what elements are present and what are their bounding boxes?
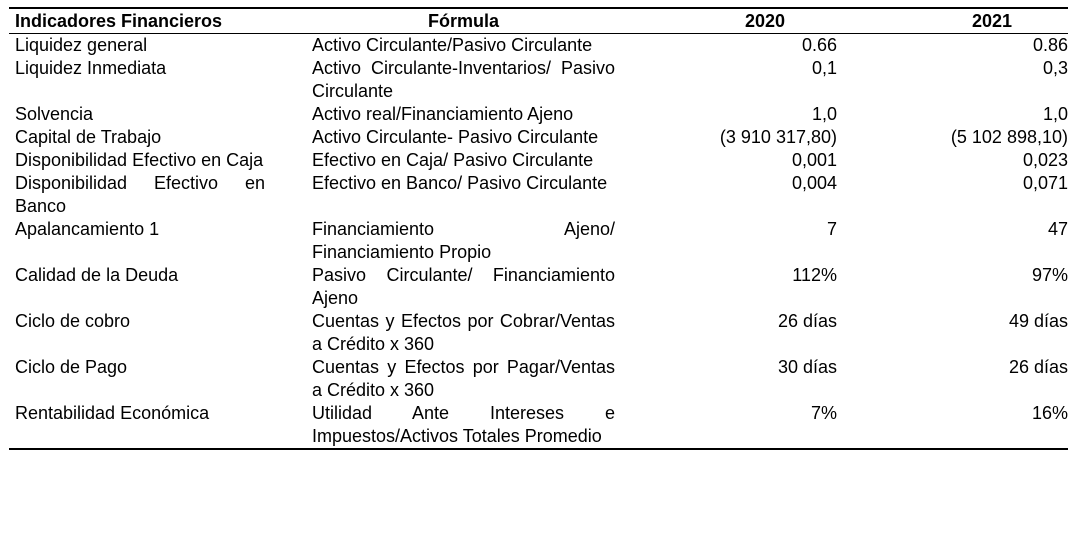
table-row [9, 356, 1068, 402]
value-2021: 0,071 [1022, 173, 1068, 193]
header-indicator: Indicadores Financieros [15, 11, 223, 31]
formula-text: Activo Circulante- Pasivo Circulante [312, 127, 599, 147]
value-2020: 30 días [777, 357, 837, 377]
formula-text: Cuentas y Efectos por Pagar/Ventas a Crédito x 360 [312, 357, 615, 400]
value-2020: 0,1 [811, 58, 837, 78]
indicator-name: Liquidez Inmediata [15, 58, 167, 78]
value-2020: 112% [792, 265, 837, 285]
value-2021: 49 días [1008, 311, 1068, 331]
value-2020: (3 910 317,80) [719, 127, 837, 147]
formula-text: Efectivo en Caja/ Pasivo Circulante [312, 150, 594, 170]
value-2021: 26 días [1008, 357, 1068, 377]
indicator-name: Apalancamiento 1 [15, 219, 160, 239]
value-2020: 0,001 [791, 150, 837, 170]
formula-text: Utilidad Ante Intereses e Impuestos/Activos Totales Promedio [312, 403, 615, 446]
value-2021: 0,3 [1042, 58, 1068, 78]
header-2020: 2020 [744, 11, 785, 31]
table-row [9, 149, 1068, 172]
indicator-name: Calidad de la Deuda [15, 265, 179, 285]
formula-text: Financiamiento Ajeno/ Financiamiento Propio [312, 219, 615, 262]
header-formula: Fórmula [427, 11, 499, 31]
value-2020: 0.66 [801, 35, 837, 55]
header-2021: 2021 [971, 11, 1012, 31]
table-row [9, 310, 1068, 356]
value-2021: 47 [1047, 219, 1068, 239]
indicator-name: Rentabilidad Económica [15, 403, 210, 423]
financial-indicators-table [9, 7, 1068, 450]
value-2020: 7% [810, 403, 837, 423]
formula-text: Efectivo en Banco/ Pasivo Circulante [312, 173, 608, 193]
table-row [9, 402, 1068, 449]
indicator-name: Ciclo de Pago [15, 357, 128, 377]
formula-text: Activo Circulante-Inventarios/ Pasivo Circulante [312, 58, 615, 101]
formula-text: Activo real/Financiamiento Ajeno [312, 104, 574, 124]
indicator-name: Capital de Trabajo [15, 127, 162, 147]
value-2020: 7 [826, 219, 837, 239]
table-row [9, 218, 1068, 264]
value-2021: 0,023 [1022, 150, 1068, 170]
value-2021: 97% [1031, 265, 1068, 285]
value-2021: (5 102 898,10) [950, 127, 1068, 147]
value-2020: 0,004 [791, 173, 837, 193]
value-2021: 16% [1031, 403, 1068, 423]
table-header-row [9, 8, 1068, 34]
table-row [9, 57, 1068, 103]
table-row [9, 172, 1068, 218]
indicator-name: Ciclo de cobro [15, 311, 131, 331]
formula-text: Pasivo Circulante/ Financiamiento Ajeno [312, 265, 615, 308]
table-row [9, 34, 1068, 58]
indicator-name: Disponibilidad Efectivo en Caja [15, 150, 264, 170]
indicator-name: Disponibilidad Efectivo en Banco [15, 173, 265, 216]
indicator-name: Solvencia [15, 104, 94, 124]
value-2021: 1,0 [1042, 104, 1068, 124]
formula-text: Cuentas y Efectos por Cobrar/Ventas a Crédito x 360 [312, 311, 615, 354]
table-row [9, 264, 1068, 310]
value-2020: 1,0 [811, 104, 837, 124]
table-row [9, 126, 1068, 149]
indicator-name: Liquidez general [15, 35, 148, 55]
value-2021: 0.86 [1032, 35, 1068, 55]
value-2020: 26 días [777, 311, 837, 331]
formula-text: Activo Circulante/Pasivo Circulante [312, 35, 593, 55]
table-row [9, 103, 1068, 126]
